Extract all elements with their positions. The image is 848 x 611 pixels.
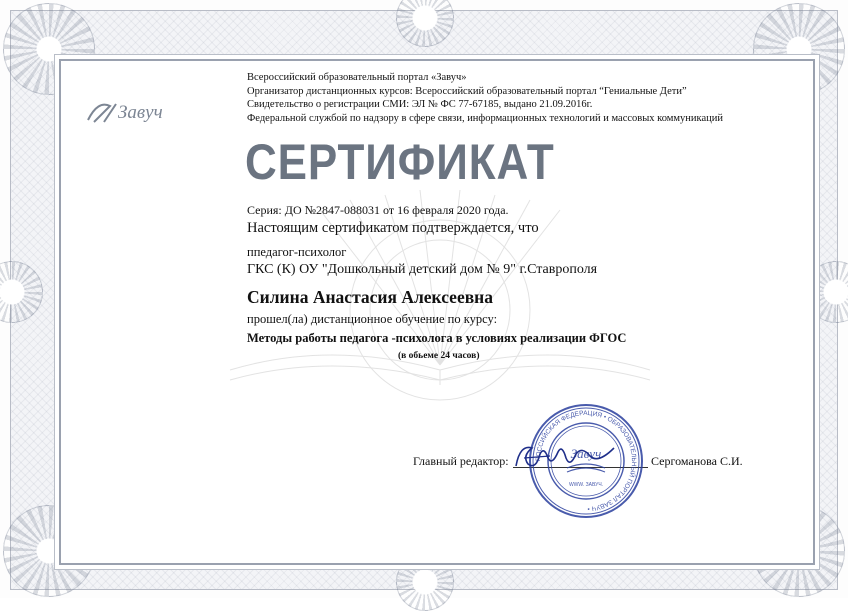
side-rosette [396,0,454,47]
portal-header [247,71,787,125]
passed-text: прошел(ла) дистанционное обучение по курсу: [247,312,498,326]
header-line: Федеральной службой по надзору в сфере связи, информационных технологий и массовых коммуникаций [247,112,724,124]
confirm-text: Настоящим сертификатом подтверждается, что [247,220,539,236]
editor-name: Сергоманова С.И. [651,454,743,468]
handwritten-signature [510,436,620,476]
certificate-title: СЕРТИФИКАТ [245,134,555,190]
header-line: Организатор дистанционных курсов: Всероссийский образовательный портал “Гениальные Дети” [247,85,687,97]
editor-label: Главный редактор: [413,454,509,468]
header-line: Свидетельство о регистрации СМИ: ЭЛ № ФС 77-67185, выдано 21.09.2016г. [247,99,593,110]
recipient-name: Силина Анастасия Алексеевна [247,287,493,307]
stamp-ring-text: РОССИЙСКАЯ ФЕДЕРАЦИЯ • ОБРАЗОВАТЕЛЬНЫЙ ПОРТАЛ ЗАВУЧ • [534,409,638,512]
course-hours: (в обьеме 24 часов) [398,351,480,361]
zavuch-logo [84,96,194,126]
stamp-center-text: Завуч [570,446,602,461]
stamp-bottom-text: WWW. ЗАВУЧ. [568,482,604,488]
course-title: Методы работы педагога -психолога в условиях реализации ФГОС [247,331,627,345]
series-number: Серия: ДО №2847-088031 от 16 февраля 2020 года. [247,203,509,217]
logo-text: Завуч [118,102,163,123]
job-position: ппедагог-психолог [247,245,347,259]
side-rosette [0,261,43,323]
organization: ГКС (К) ОУ "Дошкольный детский дом № 9" г.Ставрополя [247,262,598,277]
header-line: Всероссийский образовательный портал «Завуч» [247,72,467,83]
